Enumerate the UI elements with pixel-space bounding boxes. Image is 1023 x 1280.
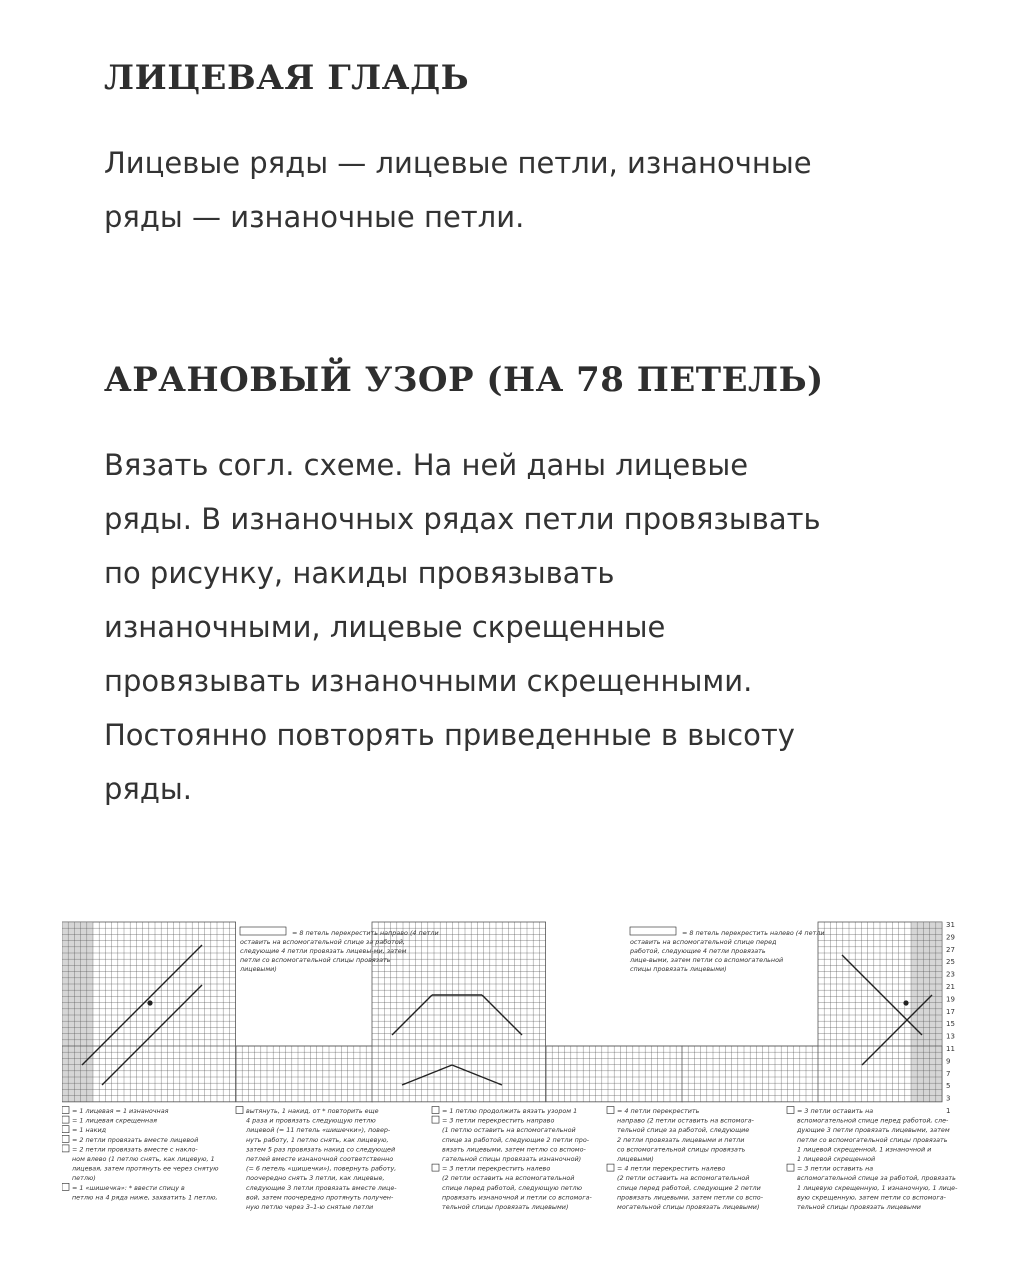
- legend-line: (= 6 петель «шишечки»), повернуть работу,: [246, 1164, 397, 1173]
- shaded-cell: [62, 941, 93, 947]
- legend-symbol: [62, 1116, 69, 1123]
- cable-note-line: оставить на вспомогательной спице перед: [630, 938, 777, 946]
- legend-line: лицевой (= 11 петель «шишечки»), повер-: [246, 1126, 391, 1135]
- shaded-cell: [62, 922, 93, 928]
- legend-line: петли со вспомогательной спицы провязать: [797, 1135, 948, 1144]
- row-number: 15: [946, 1020, 955, 1029]
- text-line: ряды. В изнаночных рядах петли провязывать: [104, 502, 821, 536]
- legend-symbol: [236, 1107, 243, 1114]
- cable-note-line: лицевыми): [240, 965, 277, 973]
- legend-symbol: [62, 1135, 69, 1142]
- legend-line: вой, затем поочередно протянуть получен-: [246, 1193, 394, 1202]
- legend-line: вспомогательной спице перед работой, сле-: [797, 1116, 949, 1125]
- legend-line: затем 5 раз провязать накид со следующей: [246, 1145, 396, 1154]
- cable-key-symbol: [630, 927, 676, 935]
- row-number: 7: [946, 1069, 951, 1078]
- bobble-dot: [903, 1000, 908, 1005]
- shaded-cell: [911, 1046, 942, 1052]
- heading-stockinette: ЛИЦЕВАЯ ГЛАДЬ: [104, 58, 470, 98]
- legend-line: лицевая, затем протянуть ее через снятую: [72, 1164, 219, 1173]
- legend-line: поочередно снять 3 петли, как лицевые,: [246, 1174, 385, 1183]
- shaded-cell: [911, 1015, 942, 1021]
- cable-note-line: работой, следующие 4 петли провязать: [630, 947, 766, 955]
- legend-line: провязать лицевыми, затем петли со вспо-: [617, 1193, 764, 1202]
- shaded-cell: [911, 1052, 942, 1058]
- row-number: 3: [946, 1094, 951, 1103]
- legend-symbol: [607, 1164, 614, 1171]
- shaded-cell: [62, 972, 93, 978]
- shaded-cell: [911, 965, 942, 971]
- knitting-chart-image: [62, 915, 962, 1245]
- shaded-cell: [62, 965, 93, 971]
- legend-symbol: [787, 1164, 794, 1171]
- row-number: 25: [946, 958, 955, 967]
- legend-line: = 3 петли перекрестить налево: [442, 1164, 551, 1173]
- row-number: 29: [946, 933, 955, 942]
- legend-line: вую скрещенную, затем петли со вспомога-: [797, 1193, 946, 1202]
- legend-line: спице перед работой, следующие 2 петли: [617, 1183, 761, 1192]
- legend-line: провязать изнаночной и петли со вспомога-: [442, 1193, 592, 1202]
- shaded-cell: [911, 972, 942, 978]
- legend-symbol: [62, 1107, 69, 1114]
- shaded-cell: [911, 978, 942, 984]
- row-number: 31: [946, 921, 955, 929]
- shaded-cell: [911, 1089, 942, 1095]
- legend-line: 2 петли провязать лицевыми и петли: [617, 1135, 745, 1144]
- shaded-cell: [911, 1040, 942, 1046]
- shaded-cell: [62, 934, 93, 940]
- legend-line: спице перед работой, следующую петлю: [442, 1183, 582, 1192]
- legend-line: петлю): [72, 1174, 96, 1183]
- shaded-cell: [911, 959, 942, 965]
- row-number: 27: [946, 945, 955, 954]
- legend-line: = 1 «шишечка»: * ввести спицу в: [72, 1183, 185, 1192]
- paragraph-aran-pattern: [104, 438, 944, 816]
- row-number: 9: [946, 1057, 951, 1066]
- legend-line: = 4 петли перекрестить: [617, 1107, 700, 1115]
- legend-line: = 2 петли провязать вместе лицевой: [72, 1135, 199, 1144]
- shaded-cell: [911, 1083, 942, 1089]
- shaded-cell: [62, 1071, 93, 1077]
- legend-line: (2 петли оставить на вспомогательной: [617, 1174, 750, 1183]
- legend-line: = 1 петлю продолжить вязать узором 1: [442, 1107, 578, 1115]
- legend-line: = 2 петли провязать вместе с накло-: [72, 1145, 198, 1154]
- shaded-cell: [62, 990, 93, 996]
- text-line: ряды — изнаночные петли.: [104, 200, 525, 234]
- shaded-cell: [911, 984, 942, 990]
- row-number: 19: [946, 995, 955, 1004]
- legend-symbol: [62, 1126, 69, 1133]
- legend-line: спице за работой, следующие 2 петли про-: [442, 1135, 590, 1144]
- shaded-cell: [911, 953, 942, 959]
- legend-line: петлю на 4 ряда ниже, захватить 1 петлю,: [72, 1193, 218, 1202]
- cable-key-symbol: [240, 927, 286, 935]
- shaded-cell: [62, 1034, 93, 1040]
- legend-symbol: [432, 1164, 439, 1171]
- shaded-cell: [62, 1046, 93, 1052]
- text-line: ряды.: [104, 772, 193, 806]
- legend-line: = 1 накид: [72, 1126, 107, 1135]
- legend-line: тельной спицы провязать лицевыми: [797, 1203, 921, 1211]
- legend-line: = 1 лицевая = 1 изнаночная: [72, 1107, 169, 1115]
- text-line: Лицевые ряды — лицевые петли, изнаночные: [104, 146, 812, 180]
- text-line: Вязать согл. схеме. На ней даны лицевые: [104, 448, 749, 482]
- cable-note-line: = 8 петель перекрестить налево (4 петли: [682, 929, 825, 937]
- heading-aran-pattern: АРАНОВЫЙ УЗОР (НА 78 ПЕТЕЛЬ): [104, 360, 824, 400]
- legend-line: ном влево (1 петлю снять, как лицевую, 1: [72, 1155, 215, 1163]
- shaded-cell: [62, 953, 93, 959]
- shaded-cell: [911, 1003, 942, 1009]
- legend-line: 1 лицевой скрещенной, 1 изнаночной и: [797, 1145, 932, 1154]
- shaded-cell: [62, 1009, 93, 1015]
- legend-symbol: [432, 1116, 439, 1123]
- legend-symbol: [787, 1107, 794, 1114]
- legend-line: петлей вместе изнаночной соответственно: [246, 1155, 394, 1163]
- cable-note-line: следующие 4 петли провязать лицевы-ми, затем: [240, 947, 407, 955]
- shaded-cell: [911, 1071, 942, 1077]
- legend-line: тельной спицы провязать лицевыми): [442, 1203, 569, 1211]
- legend-line: ную петлю через 3–1-ю снятые петли: [246, 1203, 374, 1211]
- legend-line: 1 лицевую скрещенную, 1 изнаночную, 1 лице-: [797, 1183, 958, 1192]
- row-number: 5: [946, 1082, 951, 1091]
- row-number: 17: [946, 1007, 955, 1016]
- paragraph-stockinette: [104, 136, 944, 244]
- legend-line: (1 петлю оставить на вспомогательной: [442, 1126, 576, 1135]
- shaded-cell: [911, 1021, 942, 1027]
- shaded-cell: [911, 1058, 942, 1064]
- legend-line: направо (2 петли оставить на вспомога-: [617, 1116, 754, 1125]
- shaded-cell: [62, 928, 93, 934]
- legend-line: (2 петли оставить на вспомогательной: [442, 1174, 575, 1183]
- legend-line: 1 лицевой скрещенной: [797, 1155, 876, 1163]
- legend-line: тельной спице за работой, следующие: [617, 1126, 750, 1135]
- legend-line: дующие 3 петли провязать лицевыми, затем: [797, 1126, 950, 1135]
- legend-symbol: [607, 1107, 614, 1114]
- cable-note-line: оставить на вспомогательной спице за работой,: [240, 938, 405, 946]
- row-number: 23: [946, 970, 955, 979]
- cable-note-line: лице-выми, затем петли со вспомогательной: [630, 956, 784, 964]
- shaded-cell: [62, 1083, 93, 1089]
- shaded-cell: [62, 1065, 93, 1071]
- shaded-cell: [62, 1040, 93, 1046]
- cable-note-line: = 8 петель перекрестить направо (4 петли: [292, 929, 439, 937]
- legend-line: могательной спицы провязать лицевыми): [617, 1203, 760, 1211]
- shaded-cell: [911, 1077, 942, 1083]
- shaded-cell: [62, 947, 93, 953]
- shaded-cell: [62, 1021, 93, 1027]
- shaded-cell: [911, 928, 942, 934]
- shaded-cell: [62, 1003, 93, 1009]
- shaded-cell: [911, 934, 942, 940]
- shaded-cell: [62, 984, 93, 990]
- legend-line: = 3 петли оставить на: [797, 1107, 874, 1115]
- row-number: 1: [946, 1107, 951, 1115]
- legend-line: вспомогательной спице за работой, провязать: [797, 1174, 956, 1183]
- shaded-cell: [911, 1034, 942, 1040]
- shaded-cell: [62, 996, 93, 1002]
- legend-symbol: [432, 1107, 439, 1114]
- row-number: 21: [946, 983, 955, 991]
- text-line: по рисунку, накиды провязывать: [104, 556, 615, 590]
- legend-line: со вспомогательной спицы провязать: [617, 1145, 746, 1154]
- shaded-cell: [62, 978, 93, 984]
- row-number: 11: [946, 1045, 955, 1053]
- legend-line: нуть работу, 1 петлю снять, как лицевую,: [246, 1135, 389, 1144]
- text-line: изнаночными, лицевые скрещенные: [104, 610, 666, 644]
- text-line: провязывать изнаночными скрещенными.: [104, 664, 753, 698]
- legend-line: = 3 петли оставить на: [797, 1164, 874, 1173]
- shaded-cell: [911, 990, 942, 996]
- legend-symbol: [62, 1145, 69, 1152]
- shaded-cell: [62, 1015, 93, 1021]
- cable-note-line: спицы провязать лицевыми): [630, 965, 727, 973]
- shaded-cell: [911, 941, 942, 947]
- legend-line: следующие 3 петли провязать вместе лице-: [246, 1183, 397, 1192]
- legend-line: вытянуть, 1 накид, от * повторить еще: [246, 1107, 379, 1115]
- shaded-cell: [62, 959, 93, 965]
- shaded-cell: [911, 996, 942, 1002]
- shaded-cell: [911, 1065, 942, 1071]
- shaded-cell: [62, 1077, 93, 1083]
- shaded-cell: [62, 1027, 93, 1033]
- legend-line: = 1 лицевая скрещенная: [72, 1116, 157, 1125]
- legend-symbol: [62, 1183, 69, 1190]
- text-line: Постоянно повторять приведенные в высоту: [104, 718, 795, 752]
- shaded-cell: [62, 1089, 93, 1095]
- row-number: 13: [946, 1032, 955, 1041]
- shaded-cell: [62, 1052, 93, 1058]
- legend-line: вязать лицевыми, затем петлю со вспомо-: [442, 1145, 586, 1154]
- shaded-cell: [911, 922, 942, 928]
- legend-line: гательной спицы провязать изнаночной): [442, 1155, 582, 1163]
- cable-note-line: петли со вспомогательной спицы провязать: [240, 956, 391, 964]
- knitting-chart: [62, 915, 962, 1245]
- legend-line: = 3 петли перекрестить направо: [442, 1116, 555, 1125]
- shaded-cell: [911, 1096, 942, 1102]
- bobble-dot: [147, 1000, 152, 1005]
- legend-line: 4 раза и провязать следующую петлю: [246, 1116, 376, 1125]
- shaded-cell: [911, 947, 942, 953]
- shaded-cell: [62, 1096, 93, 1102]
- legend-line: лицевыми): [617, 1155, 654, 1163]
- legend-line: = 4 петли перекрестить налево: [617, 1164, 726, 1173]
